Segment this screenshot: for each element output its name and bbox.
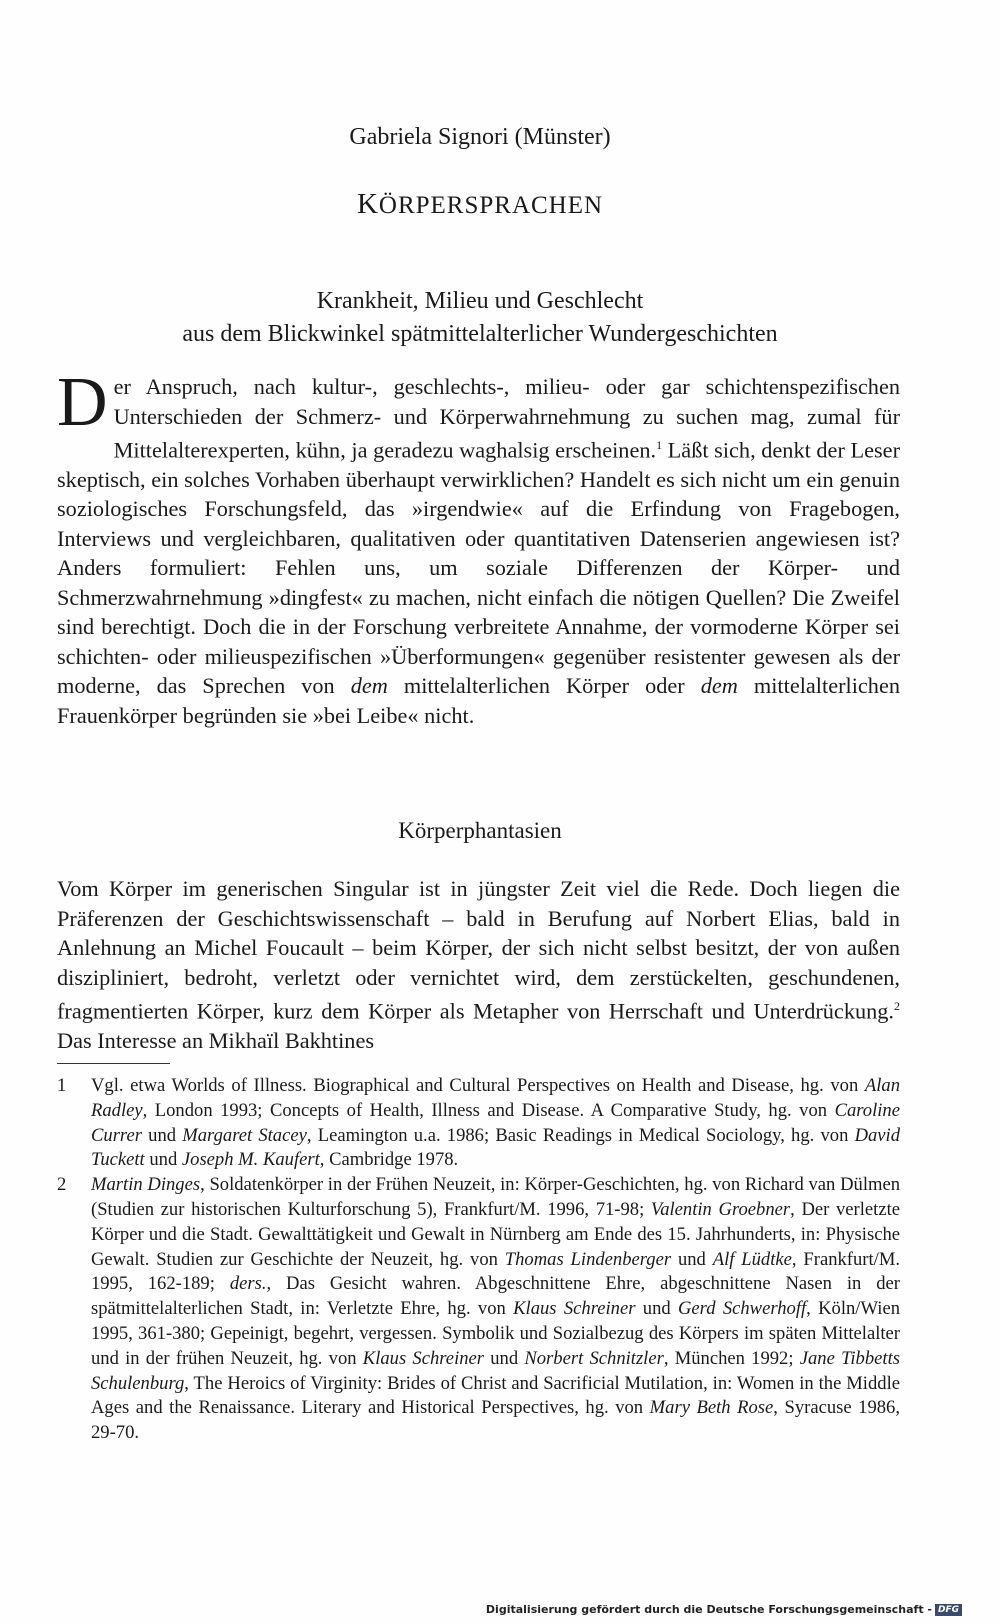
footnote-italic-name: Thomas Lindenberger [504, 1248, 672, 1270]
footnote-text-run: und [144, 1149, 182, 1171]
footnote-text-run: , Syracuse 1986, 29-70. [91, 1397, 901, 1444]
footnote-2 [57, 1173, 900, 1446]
footnote-italic-name: Joseph M. Kaufert [181, 1149, 320, 1171]
digitization-footer [486, 1603, 962, 1616]
footnote-ref-2[interactable]: 2 [894, 999, 900, 1013]
intro-text-d: mittelalterlichen Frauenkörper begründen sie »bei Leibe« nicht. [57, 673, 900, 728]
footnote-text-run: Vgl. etwa Worlds of Illness. Biographical and Cultural Perspectives on Health and Disease, hg. von [91, 1075, 865, 1096]
footnote-text-run: , Leamington u.a. 1986; Basic Readings in Medical Sociology, hg. von [306, 1124, 855, 1146]
author-line: Gabriela Signori (Münster) [349, 124, 611, 150]
footnote-text-run: , Frankfurt/M. 1995, 162-189; [91, 1248, 900, 1295]
drop-cap: D [57, 364, 108, 441]
footnote-text-run: , München 1992; [663, 1347, 800, 1369]
article-subtitle [0, 285, 960, 351]
subtitle-line-2: aus dem Blickwinkel spätmittelalterlicher Wundergeschichten [182, 321, 778, 347]
footnote-number: 2 [57, 1174, 67, 1196]
emphasis-dem-2: dem [700, 673, 738, 699]
footnote-italic-name: Martin Dinges [91, 1174, 201, 1196]
footnote-italic-name: Alan Radley [91, 1075, 900, 1121]
footnote-text-run: und [484, 1347, 525, 1369]
intro-text-b: Läßt sich, denkt der Leser skeptisch, ein solches Vorhaben überhaupt verwirklichen? Handelt es sich nicht um ein genuin soziologisches Forschungsfeld, das »irgendwie« auf die Erfindung von Fragebogen, Interviews und vergleichbaren, qualitativen oder quantitativen Datenserien angewiesen ist? Anders formuliert: Fehlen uns, um soziale Differenzen der Körper- und Schmerzwahrnehmung »dingfest« zu machen, nicht einfach die nötigen Quellen? Die Zweifel sind berechtigt. Doch die in der Forschung verbreitete Annahme, der vormoderne Körper sei schichten- oder milieuspezifischen »Überformungen« gegenüber resistenter gewesen als der moderne, das Sprechen von [57, 437, 900, 699]
footnote-text-run: und [671, 1248, 713, 1270]
footnote-text [91, 1174, 900, 1443]
footnote-italic-name: Gerd Schwerhoff [677, 1298, 807, 1320]
footnote-text-run: , The Heroics of Virginity: Brides of Christ and Sacrificial Mutilation, in: Women in the Middle Ages and the Renaissance. Literary and Historical Perspectives, hg. von [91, 1372, 900, 1419]
footnote-text-run: , Soldatenkörper in der Frühen Neuzeit, in: Körper-Geschichten, hg. von Richard van Dülmen (Studien zur historischen Kulturforschung 5), Frankfurt/M. 1996, 71-98; [91, 1174, 900, 1220]
section-text-b: Das Interesse an Mikhaïl Bakhtines [57, 1027, 375, 1053]
footnote-1 [57, 1074, 900, 1173]
subtitle-line-1: Krankheit, Milieu und Geschlecht [316, 288, 644, 314]
title-initial: K [356, 188, 379, 220]
footnote-text-run: und [141, 1124, 183, 1146]
footer-text: Digitalisierung gefördert durch die Deutsche Forschungsgemeinschaft - [485, 1603, 932, 1616]
section-heading: Körperphantasien [398, 818, 562, 843]
footnote-italic-name: Margaret Stacey [182, 1124, 307, 1146]
article-title [0, 188, 960, 221]
dfg-logo: DFG [935, 1604, 962, 1616]
intro-paragraph [57, 364, 900, 730]
footnote-text [91, 1075, 900, 1170]
footnote-italic-name: Caroline Currer [91, 1099, 900, 1146]
footnote-ref-1[interactable]: 1 [656, 438, 663, 452]
title-rest: ÖRPERSPRACHEN [378, 192, 604, 219]
section-text-a: Vom Körper im generischen Singular ist in jüngster Zeit viel die Rede. Doch liegen die Präferenzen der Geschichtswissenschaft – bald in Berufung auf Norbert Elias, bald in Anlehnung an Michel Foucault – beim Körper, der sich nicht selbst besitzt, der von außen diszipliniert, bedroht, verletzt oder vernichtet wird, dem zerstückelten, geschundenen, fragmentierten Körper, kurz dem Körper als Metapher von Herrschaft und Unterdrückung. [57, 876, 900, 1024]
section-paragraph [57, 874, 900, 1055]
footnote-text-run: , Köln/Wien 1995, 361-380; Gepeinigt, begehrt, vergessen. Symbolik und Sozialbezug des Körpers im späten Mittelalter und in der frühen Neuzeit, hg. von [91, 1298, 900, 1369]
footnote-italic-name: Klaus Schreiner [362, 1347, 485, 1369]
footnote-text-run: , Der verletzte Körper und die Stadt. Gewalttätigkeit und Gewalt in Nürnberg am Ende des 15. Jahrhunderts, in: Physische Gewalt. Studien zur Geschichte der Neuzeit, hg. von [91, 1198, 900, 1270]
footnote-italic-name: Mary Beth Rose [649, 1397, 774, 1419]
footnote-italic-name: David Tuckett [91, 1124, 901, 1171]
footnote-italic-name: ders. [229, 1273, 267, 1295]
footnote-italic-name: Jane Tibbetts Schulenburg [91, 1347, 900, 1394]
emphasis-dem-1: dem [350, 673, 388, 699]
footnote-italic-name: Alf Lüdtke [712, 1248, 792, 1270]
footnote-text-run: , Das Gesicht wahren. Abgeschnittene Ehre, abgeschnittene Nasen in der spätmittelalterlichen Stadt, in: Verletzte Ehre, hg. von [91, 1273, 900, 1320]
footnote-italic-name: Valentin Groebner [650, 1198, 791, 1220]
footnote-text-run: und [635, 1298, 678, 1320]
footnote-text-run: , Cambridge 1978. [319, 1149, 459, 1171]
footnote-italic-name: Norbert Schnitzler [524, 1347, 664, 1369]
footnote-italic-name: Klaus Schreiner [513, 1298, 636, 1320]
footnotes [57, 1074, 900, 1446]
footnote-divider [57, 1063, 170, 1064]
footnote-text-run: , London 1993; Concepts of Health, Illness and Disease. A Comparative Study, hg. von [142, 1099, 835, 1121]
intro-text-a: er Anspruch, nach kultur-, geschlechts-, milieu- oder gar schichtenspezifischen Unterschieden der Schmerz- und Körperwahrnehmung zu suchen mag, zumal für Mittelalterexperten, kühn, ja geradezu waghalsig erscheinen. [113, 374, 900, 463]
footnote-number: 1 [57, 1075, 67, 1096]
intro-text-c: mittelalterlichen Körper oder [387, 673, 701, 699]
